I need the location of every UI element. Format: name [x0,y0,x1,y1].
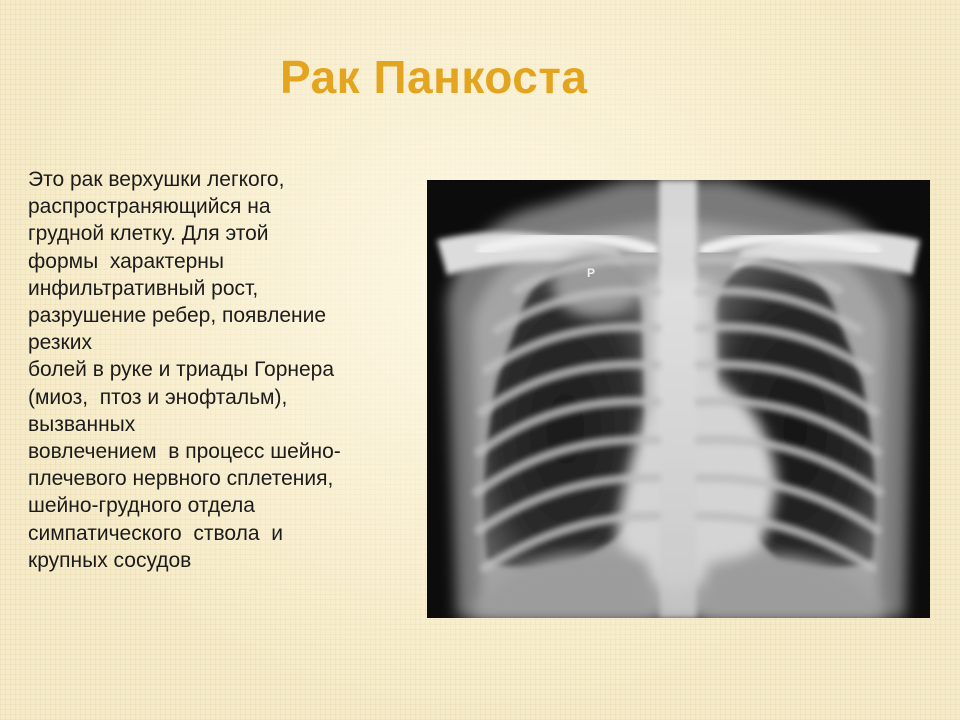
body-line: инфильтративный рост, [28,276,259,300]
slide-body-text [28,166,438,574]
body-line: шейно-грудного отдела [28,494,255,518]
body-line: распространяющийся на [28,195,271,219]
xray-marker-label: P [587,266,596,280]
body-line: крупных сосудов [28,548,192,572]
body-line: Это рак верхушки легкого, [28,168,285,191]
body-line: вовлечением в процесс шейно- [28,440,341,464]
chest-xray-drawing [427,180,930,618]
body-line: разрушение ребер, появление [28,304,327,328]
body-line: вызванных [28,412,136,436]
body-line: формы характерны [28,249,224,273]
body-line: симпатического ствола и [28,521,283,545]
body-line: грудной клетку. Для этой [28,222,269,246]
slide-title: Рак Панкоста [280,51,588,103]
body-line: резких [28,331,92,355]
body-line: болей в руке и триады Горнера [28,358,335,382]
body-line: (миоз, птоз и энофтальм), [28,385,288,409]
chest-xray-image [427,180,930,618]
body-line: плечевого нервного сплетения, [28,467,334,491]
